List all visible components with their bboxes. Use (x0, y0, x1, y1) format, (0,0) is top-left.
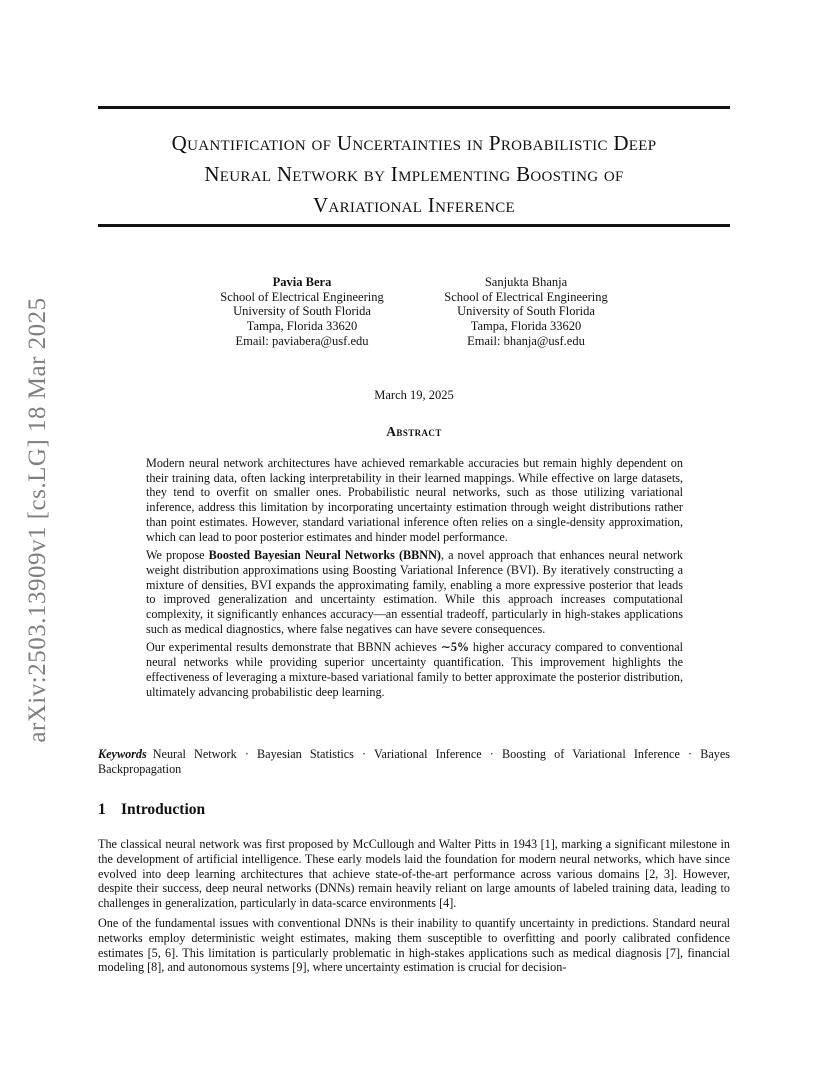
keywords (98, 747, 730, 777)
body-paragraph-1: The classical neural network was first proposed by McCullough and Walter Pitts in 1943 [1], marking a significant milestone in the development of artificial intelligence. These early models laid the foundation for modern neural networks, which have since evolved into deep learning architectures that achieve state-of-the-art performance across various domains [2, 3]. However, despite their success, deep neural networks (DNNs) remain heavily reliant on large amounts of labeled training data, leading to challenges in generalization, particularly in data-scarce environments [4]. (98, 837, 730, 911)
author-email: Email: paviabera@usf.edu (235, 333, 369, 348)
author-university: University of South Florida (233, 304, 371, 319)
author-school: School of Electrical Engineering (444, 289, 608, 304)
paper-date: March 19, 2025 (374, 388, 454, 402)
author-name: Pavia Bera (272, 275, 332, 289)
title-line-3: Variational Inference (312, 193, 516, 217)
author-school: School of Electrical Engineering (220, 289, 384, 304)
author-address: Tampa, Florida 33620 (470, 319, 582, 334)
title-line-2: Neural Network by Implementing Boosting of (204, 162, 624, 186)
author-university: University of South Florida (457, 304, 595, 319)
abstract-paragraph-1: Modern neural network architectures have achieved remarkable accuracies but remain highly dependent on their training data, often lacking interpretability in their learned mappings. While effective on large datasets, they tend to overfit on smaller ones. Probabilistic neural networks, such as those utilizing variational inference, address this limitation by incorporating uncertainty estimation through weight distributions rather than point estimates. However, standard variational inference often relies on a single-density approximation, which can lead to poor posterior estimates and hinder model performance. (146, 456, 683, 544)
arxiv-side-stamp: arXiv:2503.13909v1 [cs.LG] 18 Mar 2025 (24, 297, 51, 743)
abstract-text: Our experimental results demonstrate that BBNN achieves (146, 640, 441, 655)
abstract-text: We propose (146, 548, 209, 563)
keywords-list: Neural Network · Bayesian Statistics · Variational Inference · Boosting of Variational Inference · Bayes Backpropagation (98, 747, 730, 776)
abstract-text: , a novel approach that enhances neural network weight distribution approximations using Boosting Variational Inference (BVI). By iteratively constructing a mixture of densities, BVI expands the approximating family, enabling a more expressive posterior that leads to improved generalization and uncertainty estimation. While this approach increases computational complexity, it significantly enhances accuracy—an essential tradeoff, particularly in high-stakes applications such as medical diagnostics, where false negatives can have severe consequences. (146, 548, 683, 636)
author-email: Email: bhanja@usf.edu (467, 333, 585, 348)
model-name-bold: Boosted Bayesian Neural Networks (BBNN) (208, 548, 441, 563)
section-title: Introduction (121, 801, 206, 818)
author-block-2 (416, 275, 636, 349)
keywords-label: Keywords (98, 747, 147, 761)
abstract-heading: Abstract (386, 424, 442, 439)
author-address: Tampa, Florida 33620 (246, 319, 358, 334)
title-line-1: Quantification of Uncertainties in Probabilistic Deep (171, 131, 657, 155)
author-name: Sanjukta Bhanja (484, 275, 568, 289)
section-number: 1 (98, 801, 106, 818)
body-paragraph-2: One of the fundamental issues with conventional DNNs is their inability to quantify uncertainty in predictions. Standard neural networks employ deterministic weight estimates, making them susceptible to overfitting and poorly calibrated confidence estimates [5, 6]. This limitation is particularly problematic in high-stakes applications such as medical diagnosis [7], financial modeling [8], and autonomous systems [9], where uncertainty estimation is crucial for decision- (98, 915, 730, 975)
section-heading (98, 801, 205, 819)
paper-title (98, 128, 730, 221)
introduction-body (98, 837, 730, 980)
title-bottom-rule (98, 224, 730, 227)
title-top-rule (98, 106, 730, 109)
abstract-body (146, 456, 683, 703)
author-block-1 (192, 275, 412, 349)
abstract-paragraph-2 (146, 548, 683, 636)
abstract-text: higher accuracy compared to conventional neural networks while providing superior uncertainty quantification. This improvement highlights the effectiveness of leveraging a mixture-based variational family to better approximate the posterior distribution, ultimately advancing probabilistic deep learning. (146, 640, 684, 699)
abstract-paragraph-3 (146, 640, 683, 699)
accuracy-gain-bold: ∼5% (440, 640, 470, 655)
